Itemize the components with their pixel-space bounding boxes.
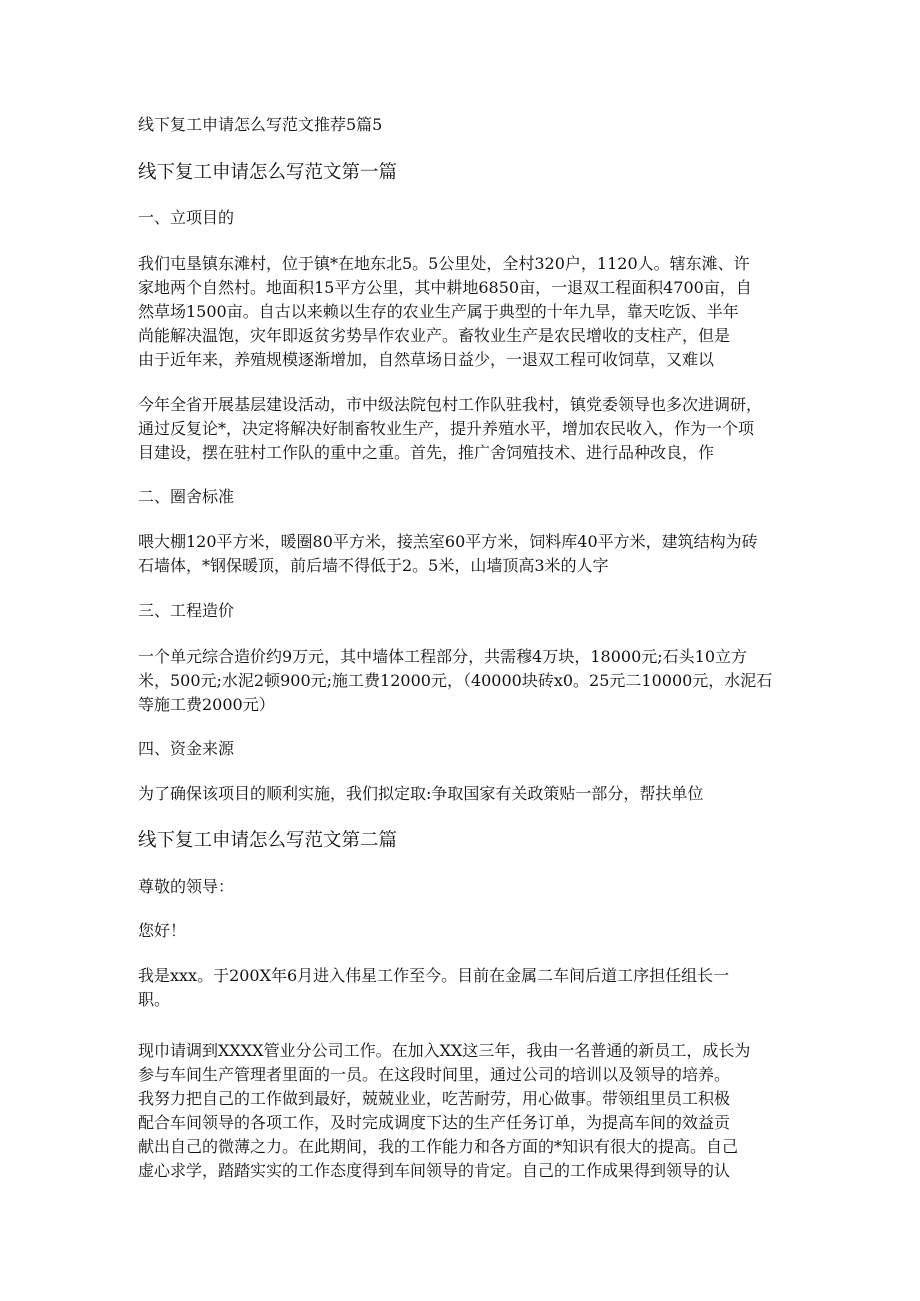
paragraph-transfer-request	[138, 1039, 780, 1183]
text-line: 然草场1500亩。自古以来赖以生存的农业生产属于典型的十年九旱，靠天吃饭、半年	[138, 302, 739, 321]
section-1-title: 线下复工申请怎么写范文第一篇	[138, 162, 398, 183]
text-line: 石墙体，*钢保暖顶，前后墙不得低于2。5米，山墙顶高3米的人字	[138, 556, 609, 575]
paragraph-project-background	[138, 393, 780, 465]
paragraph-pen-spec	[138, 530, 780, 578]
letter-greeting: 您好！	[138, 921, 187, 940]
paragraph-village-intro	[138, 252, 780, 372]
text-line: 一个单元综合造价约9万元，其中墙体工程部分，共需穆4万块，18000元;石头10立方	[138, 647, 748, 666]
text-line: 配合车间领导的各项工作，及时完成调度下达的生产任务订单，为提高车间的效益贡	[138, 1113, 731, 1132]
text-line: 现巾请调到XXXX管业分公司工作。在加入XX这三年，我由一名普通的新员工，成长为	[138, 1041, 751, 1060]
letter-salutation: 尊敬的领导：	[138, 877, 235, 896]
text-line: 家地两个自然村。地面积15平方公里，其中耕地6850亩，一退双工程面积4700亩，自	[138, 278, 752, 297]
heading-pen-standard: 二、圈舍标准	[138, 487, 235, 506]
section-2-title: 线下复工申请怎么写范文第二篇	[138, 830, 398, 851]
text-line: 虚心求学，踏踏实实的工作态度得到车间领导的肯定。自己的工作成果得到领导的认	[138, 1161, 731, 1180]
text-line: 通过反复论*，决定将解决好制畜牧业生产，提升养殖水平，增加农民收入，作为一个项	[138, 419, 755, 438]
paragraph-self-intro	[138, 964, 780, 1012]
heading-cost: 三、工程造价	[138, 601, 235, 620]
text-line: 为了确保该项目的顺利实施，我们拟定取:争取国家有关政策贴一部分，帮扶单位	[138, 784, 704, 803]
text-line: 献出自己的微薄之力。在此期间，我的工作能力和各方面的*知识有很大的提高。自己	[138, 1137, 739, 1156]
paragraph-funding	[138, 782, 780, 806]
text-line: 我们屯垦镇东滩村，位于镇*在地东北5。5公里处，全村320户，1120人。辖东滩、许	[138, 254, 750, 273]
text-line: 参与车间生产管理者里面的一员。在这段时间里，通过公司的培训以及领导的培养。	[138, 1065, 731, 1084]
text-line: 尚能解决温饱，灾年即返贫劣势旱作农业产。畜牧业生产是农民增收的支柱产，但是	[138, 326, 731, 345]
text-line: 我努力把自己的工作做到最好，兢兢业业，吃苦耐劳，用心做事。带领组里员工积极	[138, 1089, 731, 1108]
text-line: 米，500元;水泥2顿900元;施工费12000元，（40000块砖x0。25元二10000元，水泥石	[138, 671, 773, 690]
paragraph-cost-detail	[138, 645, 780, 717]
text-line: 等施工费2000元）	[138, 695, 275, 714]
document-title: 线下复工申请怎么写范文推荐5篇5	[138, 115, 383, 134]
heading-purpose: 一、立项目的	[138, 208, 235, 227]
text-line: 今年全省开展基层建设活动，市中级法院包村工作队驻我村，镇党委领导也多次进调研，	[138, 395, 763, 414]
text-line: 喂大棚120平方米，暖圈80平方米，接羔室60平方米，饲料库40平方米，建筑结构为砖	[138, 532, 758, 551]
text-line: 目建设，摆在驻村工作队的重中之重。首先，推广舍饲殖技术、进行品种改良，作	[138, 443, 715, 462]
text-line: 职。	[138, 990, 171, 1009]
text-line: 由于近年来，养殖规模逐渐增加，自然草场日益少，一退双工程可收饲草，又难以	[138, 350, 715, 369]
text-line: 我是xxx。于200X年6月进入伟星工作至今。目前在金属二车间后道工序担任组长一	[138, 966, 730, 985]
heading-funding: 四、资金来源	[138, 739, 235, 758]
